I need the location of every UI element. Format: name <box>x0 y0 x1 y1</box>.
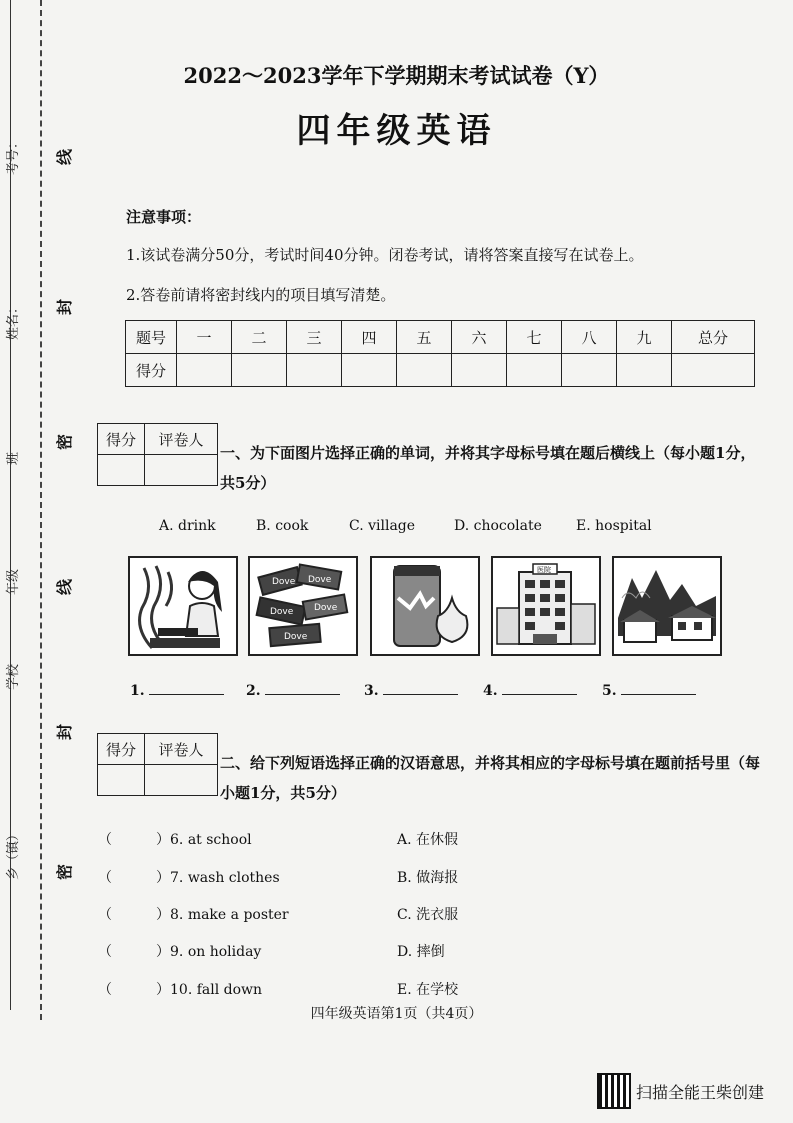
score-cell[interactable] <box>672 354 755 387</box>
phrase: at school <box>187 832 252 848</box>
exam-title: 2022～2023学年下学期期末考试试卷（Y） <box>183 63 610 88</box>
score-header-cell: 二 <box>232 321 287 354</box>
phrase: on holiday <box>187 944 262 960</box>
answer-paren[interactable]: （ <box>98 982 112 998</box>
question-number: ）8. <box>156 907 184 923</box>
answer-paren[interactable]: （ <box>98 832 112 848</box>
option: C. village <box>349 518 416 534</box>
score-header-cell: 八 <box>562 321 617 354</box>
grader-name-cell[interactable] <box>145 765 218 796</box>
score-cell[interactable] <box>507 354 562 387</box>
score-cell[interactable] <box>397 354 452 387</box>
score-header-cell: 九 <box>617 321 672 354</box>
score-header-cell: 四 <box>342 321 397 354</box>
grader-name-label: 评卷人 <box>145 424 218 455</box>
svg-text:Dove: Dove <box>314 603 338 613</box>
svg-text:Dove: Dove <box>308 575 332 585</box>
seal-char: 密 <box>55 433 74 450</box>
option: A. drink <box>159 518 216 534</box>
notes-heading: 注意事项： <box>126 208 202 226</box>
phrase: make a poster <box>187 907 289 923</box>
svg-text:Dove: Dove <box>284 632 308 642</box>
grader-score-label: 得分 <box>98 734 145 765</box>
matching-question <box>98 904 289 924</box>
score-cell[interactable] <box>617 354 672 387</box>
answer-blank[interactable] <box>130 683 224 699</box>
score-cell[interactable] <box>287 354 342 387</box>
seal-char: 密 <box>55 863 74 880</box>
seal-char: 线 <box>55 578 74 595</box>
seal-char: 封 <box>55 723 74 740</box>
score-header-cell: 七 <box>507 321 562 354</box>
page-footer: 四年级英语第1页（共4页） <box>310 1006 483 1022</box>
note-item: 2.答卷前请将密封线内的项目填写清楚。 <box>126 286 396 304</box>
answer-blank[interactable] <box>483 683 577 699</box>
question-number: ）10. <box>156 982 193 998</box>
translation-option: B. 做海报 <box>397 870 459 886</box>
score-header-cell: 题号 <box>126 321 177 354</box>
margin-label: 乡（镇） <box>6 827 21 880</box>
score-cell[interactable] <box>342 354 397 387</box>
grader-box <box>97 423 218 486</box>
score-cell[interactable] <box>562 354 617 387</box>
answer-blank[interactable] <box>246 683 340 699</box>
grader-name-cell[interactable] <box>145 455 218 486</box>
grader-box <box>97 733 218 796</box>
translation-option: A. 在休假 <box>397 832 459 848</box>
seal-line <box>40 0 42 1020</box>
phrase: wash clothes <box>187 870 280 886</box>
translation-option: C. 洗衣服 <box>397 907 459 923</box>
score-cell[interactable] <box>232 354 287 387</box>
section1-title: 一、为下面图片选择正确的单词，并将其字母标号填在题后横线上（每小题1分，共5分） <box>220 444 756 492</box>
matching-question <box>98 979 262 999</box>
hospital-sign: 医院 <box>537 566 551 574</box>
matching-question <box>98 867 280 887</box>
question-number: ）9. <box>156 944 184 960</box>
grader-score-cell[interactable] <box>98 765 145 796</box>
score-header-cell: 总分 <box>672 321 755 354</box>
grader-score-label: 得分 <box>98 424 145 455</box>
scanner-watermark: 扫描全能王柴创建 <box>636 1083 765 1102</box>
blank-number: 1. <box>130 683 145 699</box>
answer-paren[interactable]: （ <box>98 870 112 886</box>
option: D. chocolate <box>454 518 542 534</box>
cooking-girl-picture <box>128 556 238 656</box>
score-header-cell: 五 <box>397 321 452 354</box>
blank-number: 3. <box>364 683 379 699</box>
section2-title: 二、给下列短语选择正确的汉语意思，并将其相应的字母标号填在题前括号里（每小题1分，共5分） <box>220 754 761 802</box>
margin-label: 考号： <box>6 135 21 175</box>
answer-blank[interactable] <box>364 683 458 699</box>
margin-label: 学校 <box>6 663 21 690</box>
answer-paren[interactable]: （ <box>98 944 112 960</box>
seal-char: 封 <box>55 298 74 315</box>
translation-option: D. 摔倒 <box>397 944 445 960</box>
matching-question <box>98 941 261 961</box>
answer-paren[interactable]: （ <box>98 907 112 923</box>
exam-subtitle: 四年级英语 <box>296 111 497 151</box>
option: B. cook <box>256 518 309 534</box>
matching-question <box>98 829 252 849</box>
answer-blank[interactable] <box>602 683 696 699</box>
question-number: ）7. <box>156 870 184 886</box>
hospital-picture <box>491 556 601 656</box>
note-item: 1.该试卷满分50分，考试时间40分钟。闭卷考试，请将答案直接写在试卷上。 <box>126 246 644 264</box>
blank-number: 2. <box>246 683 261 699</box>
translation-option: E. 在学校 <box>397 982 459 998</box>
question-number: ）6. <box>156 832 184 848</box>
score-cell[interactable] <box>452 354 507 387</box>
seal-char: 线 <box>55 148 74 165</box>
score-table <box>125 320 755 387</box>
phrase: fall down <box>196 982 263 998</box>
svg-text:Dove: Dove <box>270 607 294 617</box>
score-row-label: 得分 <box>126 354 177 387</box>
chocolate-picture <box>248 556 358 656</box>
blank-number: 4. <box>483 683 498 699</box>
margin-label: 姓名： <box>6 300 21 340</box>
grader-name-label: 评卷人 <box>145 734 218 765</box>
score-header-cell: 六 <box>452 321 507 354</box>
drink-picture <box>370 556 480 656</box>
qr-code-icon <box>597 1073 631 1109</box>
grader-score-cell[interactable] <box>98 455 145 486</box>
margin-label: 班 <box>6 451 21 465</box>
option: E. hospital <box>576 518 652 534</box>
svg-text:Dove: Dove <box>272 577 296 587</box>
village-picture <box>612 556 722 656</box>
blank-number: 5. <box>602 683 617 699</box>
score-header-cell: 三 <box>287 321 342 354</box>
margin-label: 年级 <box>6 568 21 595</box>
score-cell[interactable] <box>177 354 232 387</box>
score-header-cell: 一 <box>177 321 232 354</box>
